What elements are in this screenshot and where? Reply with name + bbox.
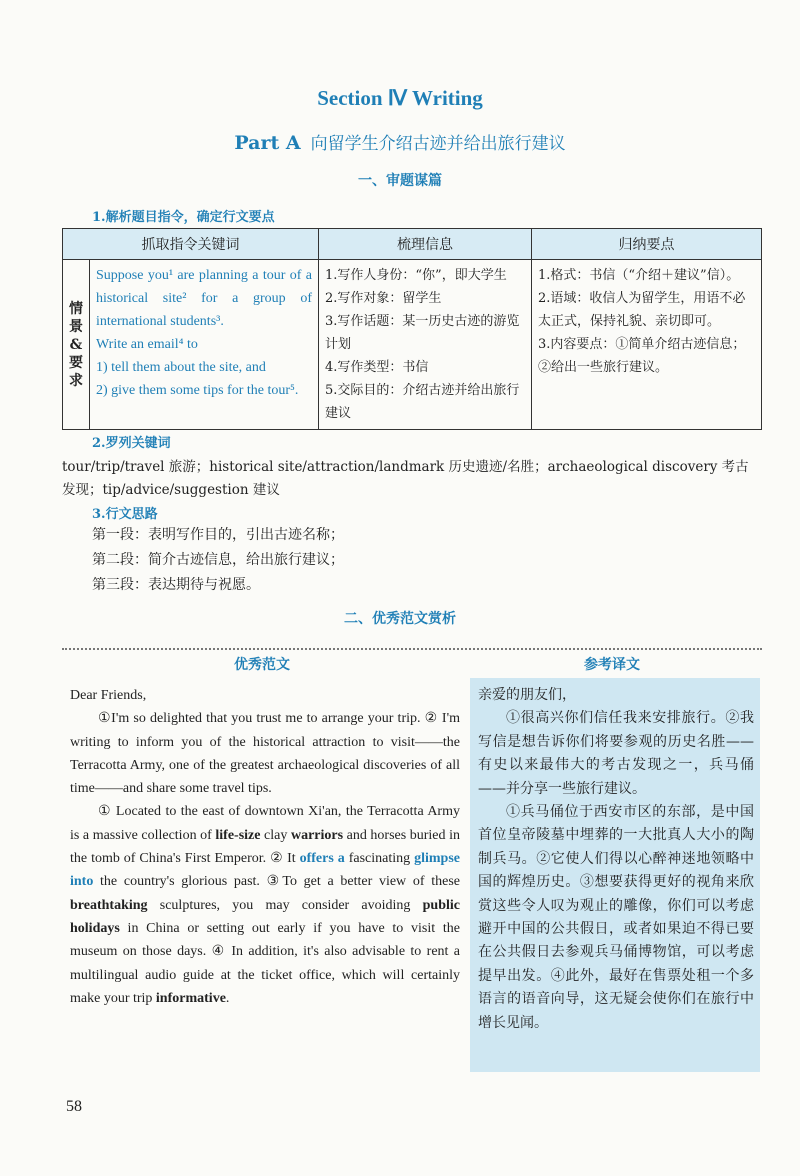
subheading-outline: 3.行文思路 <box>92 507 158 522</box>
info-cell <box>319 260 532 430</box>
highlight-phrase: warriors <box>290 827 344 843</box>
part-topic: 向留学生介绍古迹并给出旅行建议 <box>310 134 566 154</box>
prompt-line: Suppose you¹ are planning a tour of a historical site² for a group of international students³. <box>96 268 312 329</box>
prompt-line: Write an email⁴ to <box>96 337 198 352</box>
side-char: 情 <box>69 300 83 317</box>
section-title: Section Ⅳ Writing <box>317 86 483 110</box>
text-run: ① Located to the east of downtown Xi'an, the Terracotta Army is a massive collection of <box>70 804 460 843</box>
side-char: 景 <box>69 318 83 335</box>
translation-greeting: 亲爱的朋友们， <box>478 687 576 703</box>
text-run: . <box>225 990 230 1006</box>
heading-model-essay: 二、优秀范文赏析 <box>344 611 456 627</box>
highlight-phrase: breathtaking <box>70 897 148 913</box>
col-header-points: 归纳要点 <box>532 229 762 260</box>
text-run: and horses buried in the tomb of China's First Emperor. ② It <box>70 827 460 867</box>
essay-paragraph-1: ①I'm so delighted that you trust me to arrange your trip. ② I'm writing to inform you of the historical attraction to visit——the Terracotta Army, one of the greatest archaeological discoveries of all time——and share some travel tips. <box>70 711 460 797</box>
prompt-line: 1) tell them about the site, and <box>96 360 266 375</box>
essay-greeting: Dear Friends, <box>70 688 147 703</box>
key-points-table <box>62 228 762 430</box>
subheading-keywords: 2.罗列关键词 <box>92 436 171 451</box>
page-number: 58 <box>66 1098 82 1115</box>
table-row <box>63 260 762 430</box>
outline-line-3: 第三段：表达期待与祝愿。 <box>92 577 260 593</box>
side-char: 求 <box>69 372 83 389</box>
text-run: in China or setting out early if you have to visit the museum on those days. ④ In addition, it's also advisable to rent a multilingual audio guide at the ticket office, which will certainly make your trip <box>70 920 460 1006</box>
essay-paragraph-2 <box>70 800 460 1010</box>
text-run: clay <box>260 827 291 843</box>
model-essay <box>70 684 460 1010</box>
col-header-info: 梳理信息 <box>319 229 532 260</box>
heading-review-plan: 一、审题谋篇 <box>358 173 442 189</box>
translation-paragraph-1: ①很高兴你们信任我来安排旅行。②我写信是想告诉你们将要参观的历史名胜——有史以来最伟大的考古发现之一，兵马俑——并分享一些旅行建议。 <box>478 710 754 797</box>
info-line: 2.写作对象：留学生 <box>325 291 442 306</box>
highlight-phrase: life-size <box>215 827 261 843</box>
point-line: 3.内容要点：①简单介绍古迹信息；②给出一些旅行建议。 <box>538 337 746 375</box>
translation <box>478 684 754 1035</box>
outline-line-1: 第一段：表明写作目的，引出古迹名称； <box>92 527 344 543</box>
part-title <box>0 129 800 154</box>
info-line: 1.写作人身份：“你”，即大学生 <box>325 268 507 283</box>
dotted-divider <box>62 648 762 650</box>
highlight-phrase: offers a <box>299 851 345 867</box>
point-line: 2.语域：收信人为留学生，用语不必太正式，保持礼貌、亲切即可。 <box>538 291 746 329</box>
info-line: 5.交际目的：介绍古迹并给出旅行建议 <box>325 383 520 421</box>
info-line: 4.写作类型：书信 <box>325 360 429 375</box>
col-header-keywords: 抓取指令关键词 <box>63 229 319 260</box>
table-header-row <box>63 229 762 260</box>
side-label <box>63 260 90 430</box>
text-run: sculptures, you may consider avoiding <box>147 897 423 913</box>
keywords-text: tour/trip/travel 旅游；historical site/attraction/landmark 历史遗迹/名胜；archaeological discovery 考古发现；tip/advice/suggestion 建议 <box>62 459 749 498</box>
model-essay-label: 优秀范文 <box>234 657 290 673</box>
highlight-phrase: public holidays <box>70 897 460 936</box>
part-label: Part A <box>234 132 301 154</box>
text-run: fascinating <box>344 851 415 867</box>
outline-line-2: 第二段：简介古迹信息，给出旅行建议； <box>92 552 344 568</box>
translation-label: 参考译文 <box>584 657 640 673</box>
text-run: the country's glorious past. ③To get a better view of these <box>93 874 460 890</box>
side-char: & <box>69 336 83 353</box>
subheading-analysis: 1.解析题目指令，确定行文要点 <box>92 210 275 225</box>
highlight-phrase: informative <box>155 990 226 1006</box>
info-line: 3.写作话题：某一历史古迹的游览计划 <box>325 314 520 352</box>
translation-paragraph-2: ①兵马俑位于西安市区的东部，是中国首位皇帝陵墓中埋葬的一大批真人大小的陶制兵马。②它使人们得以心醉神迷地领略中国的辉煌历史。③想要获得更好的视角来欣赏这些令人叹为观止的雕像，你们可以考虑避开中国的公共假日，或者如果迫不得已要在公共假日去参观兵马俑博物馆，可以考虑提早出发。④此外，最好在售票处租一个多语言的语音向导，这无疑会使你们在旅行中增长见闻。 <box>478 804 754 1031</box>
prompt-cell <box>90 260 319 430</box>
highlight-phrase: glimpse into <box>70 851 460 890</box>
prompt-line: 2) give them some tips for the tour⁵. <box>96 383 299 398</box>
points-cell <box>532 260 762 430</box>
side-char: 要 <box>69 354 83 371</box>
point-line: 1.格式：书信（“介绍＋建议”信）。 <box>538 268 740 283</box>
